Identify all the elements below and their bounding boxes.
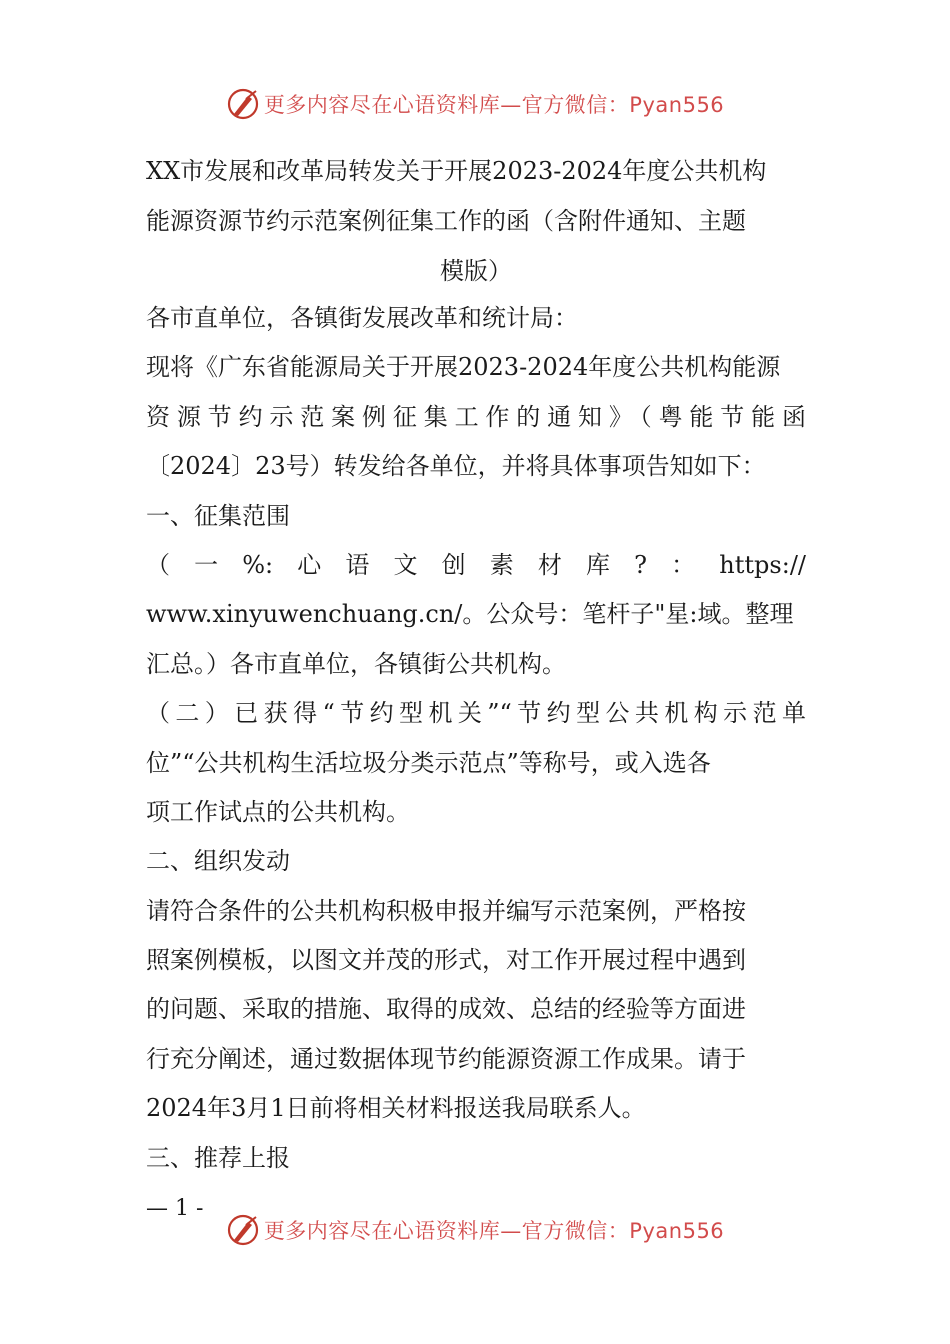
body-line: （一%:心语文创素材库?：https:// (146, 550, 806, 579)
section-heading-2: 二、组织发动 (146, 847, 290, 876)
watermark-text: 更多内容尽在心语资料库—官方微信：Pyan556 (263, 1219, 725, 1243)
quill-pen-icon (226, 1213, 260, 1247)
body-line: 照案例模板，以图文并茂的形式，对工作开展过程中遇到 (146, 946, 746, 975)
salutation: 各市直单位，各镇街发展改革和统计局： (146, 304, 578, 332)
body-line: 的问题、采取的措施、取得的成效、总结的经验等方面进 (146, 995, 746, 1024)
body-line: 2024年3月1日前将相关材料报送我局联系人。 (146, 1094, 646, 1123)
title-line-3: 模版） (440, 257, 512, 285)
title-line-2: 能源资源节约示范案例征集工作的函（含附件通知、主题 (146, 207, 746, 235)
body-line: 汇总。）各市直单位，各镇街公共机构。 (146, 649, 566, 678)
document-body (146, 294, 806, 1183)
body-line: 位”“公共机构生活垃圾分类示范点”等称号，或入选各 (146, 748, 711, 777)
page-number: — 1 - (146, 1196, 204, 1221)
body-line: 〔2024〕23号）转发给各单位，并将具体事项告知如下： (146, 452, 766, 481)
section-heading-1: 一、征集范围 (146, 501, 290, 530)
section-heading-3: 三、推荐上报 (146, 1143, 290, 1172)
body-line: 资源节约示范案例征集工作的通知》（粤能节能函 (146, 402, 806, 431)
body-line: 现将《广东省能源局关于开展2023-2024年度公共机构能源 (146, 353, 781, 382)
body-line: （二）已获得“节约型机关”“节约型公共机构示范单 (146, 699, 806, 728)
watermark-text: 更多内容尽在心语资料库—官方微信：Pyan556 (263, 93, 725, 117)
quill-pen-icon (226, 87, 260, 121)
document-title (146, 146, 806, 296)
body-line: 项工作试点的公共机构。 (146, 797, 410, 826)
watermark-banner-top (0, 84, 950, 124)
body-line: 请符合条件的公共机构积极申报并编写示范案例，严格按 (146, 896, 746, 925)
watermark-banner-bottom (0, 1210, 950, 1250)
title-line-1: XX市发展和改革局转发关于开展2023-2024年度公共机构 (146, 157, 767, 185)
body-line: 行充分阐述，通过数据体现节约能源资源工作成果。请于 (146, 1044, 746, 1073)
body-line: www.xinyuwenchuang.cn/。公众号：笔杆子"星:域。整理 (146, 600, 794, 629)
